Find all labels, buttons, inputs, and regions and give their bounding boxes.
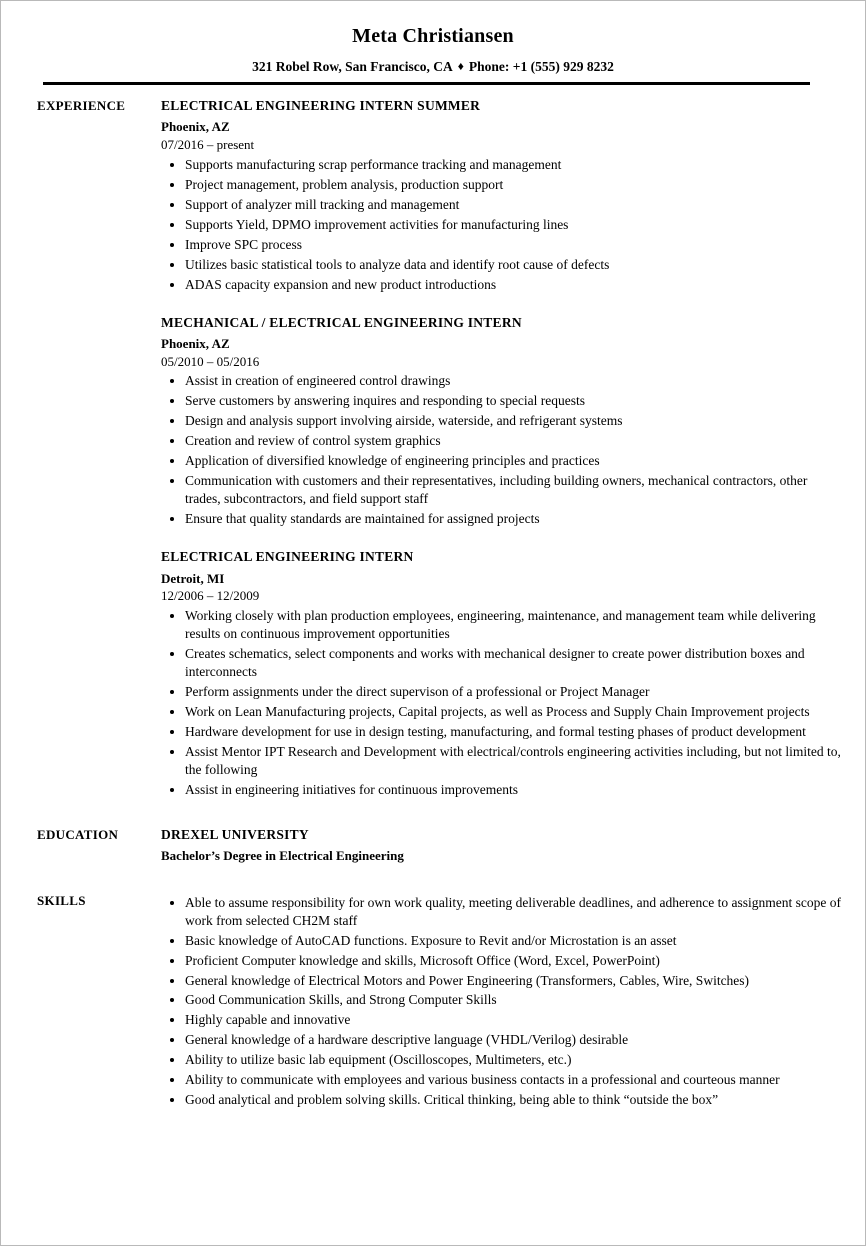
job-dates: 07/2016 – present [161,136,255,152]
list-item: General knowledge of Electrical Motors and Power Engineering (Transformers, Cables, Wire, Switches) [161,972,845,990]
job-title: ELECTRICAL ENGINEERING INTERN SUMMER [161,97,481,113]
education-entries [161,826,845,865]
list-item: Utilizes basic statistical tools to analyze data and identify root cause of defects [161,256,845,274]
list-item: Highly capable and innovative [161,1011,845,1029]
list-item: Work on Lean Manufacturing projects, Capital projects, as well as Process and Supply Chain Improvement projects [161,703,845,721]
list-item: Ensure that quality standards are maintained for assigned projects [161,510,845,528]
list-item: Basic knowledge of AutoCAD functions. Exposure to Revit and/or Microstation is an asset [161,932,845,950]
list-item: Supports manufacturing scrap performance tracking and management [161,156,845,174]
contact-phone: Phone: +1 (555) 929 8232 [468,59,614,74]
job-responsibilities [161,607,845,799]
job-entry [161,97,845,294]
list-item: Improve SPC process [161,236,845,254]
list-item: Working closely with plan production employees, engineering, maintenance, and management team while delivering results on continuous improvement opportunities [161,607,845,643]
skills-list [161,894,845,1109]
job-location: Detroit, MI [161,570,225,586]
job-entry [161,314,845,529]
skills-entries [161,892,845,1109]
diamond-separator-icon: ♦ [457,59,464,73]
education-section [1,826,865,865]
job-responsibilities [161,372,845,528]
list-item: General knowledge of a hardware descriptive language (VHDL/Verilog) desirable [161,1031,845,1049]
list-item: Proficient Computer knowledge and skills, Microsoft Office (Word, Excel, PowerPoint) [161,952,845,970]
education-degree: Bachelor’s Degree in Electrical Engineering [161,848,404,864]
resume-header [1,1,865,85]
education-section-label: EDUCATION [37,826,119,842]
list-item: Communication with customers and their representatives, including building owners, mechanical contractors, other trades, subcontractors, and field support staff [161,472,845,508]
list-item: Supports Yield, DPMO improvement activities for manufacturing lines [161,216,845,234]
list-item: Design and analysis support involving airside, waterside, and refrigerant systems [161,412,845,430]
job-title: MECHANICAL / ELECTRICAL ENGINEERING INTERN [161,314,522,330]
list-item: ADAS capacity expansion and new product introductions [161,276,845,294]
list-item: Good analytical and problem solving skills. Critical thinking, being able to think “outside the box” [161,1091,845,1109]
experience-entries [161,97,845,799]
list-item: Application of diversified knowledge of engineering principles and practices [161,452,845,470]
list-item: Ability to communicate with employees and various business contacts in a professional and courteous manner [161,1071,845,1089]
list-item: Hardware development for use in design testing, manufacturing, and formal testing phases of product development [161,723,845,741]
education-school: DREXEL UNIVERSITY [161,826,309,842]
list-item: Assist in creation of engineered control drawings [161,372,845,390]
contact-line [1,60,865,75]
skills-section [1,892,865,1109]
list-item: Ability to utilize basic lab equipment (Oscilloscopes, Multimeters, etc.) [161,1051,845,1069]
job-dates: 12/2006 – 12/2009 [161,588,260,604]
list-item: Project management, problem analysis, production support [161,176,845,194]
header-divider [43,82,810,85]
list-item: Good Communication Skills, and Strong Computer Skills [161,991,845,1009]
list-item: Creates schematics, select components and works with mechanical designer to create power distribution boxes and interconnects [161,645,845,681]
list-item: Support of analyzer mill tracking and management [161,196,845,214]
job-entry [161,548,845,799]
list-item: Creation and review of control system graphics [161,432,845,450]
job-responsibilities [161,156,845,294]
list-item: Assist Mentor IPT Research and Development with electrical/controls engineering activities including, but not limited to, the following [161,743,845,779]
candidate-name: Meta Christiansen [352,25,514,47]
list-item: Assist in engineering initiatives for continuous improvements [161,781,845,799]
job-location: Phoenix, AZ [161,119,230,135]
list-item: Serve customers by answering inquires and responding to special requests [161,392,845,410]
job-dates: 05/2010 – 05/2016 [161,353,260,369]
experience-section [1,97,865,799]
list-item: Perform assignments under the direct supervison of a professional or Project Manager [161,683,845,701]
skills-section-label: SKILLS [37,892,86,908]
list-item: Able to assume responsibility for own work quality, meeting deliverable deadlines, and adherence to assignment scope of work from selected CH2M staff [161,894,845,930]
job-title: ELECTRICAL ENGINEERING INTERN [161,549,414,565]
job-location: Phoenix, AZ [161,336,230,352]
experience-section-label: EXPERIENCE [37,97,126,113]
contact-address: 321 Robel Row, San Francisco, CA [252,59,453,74]
